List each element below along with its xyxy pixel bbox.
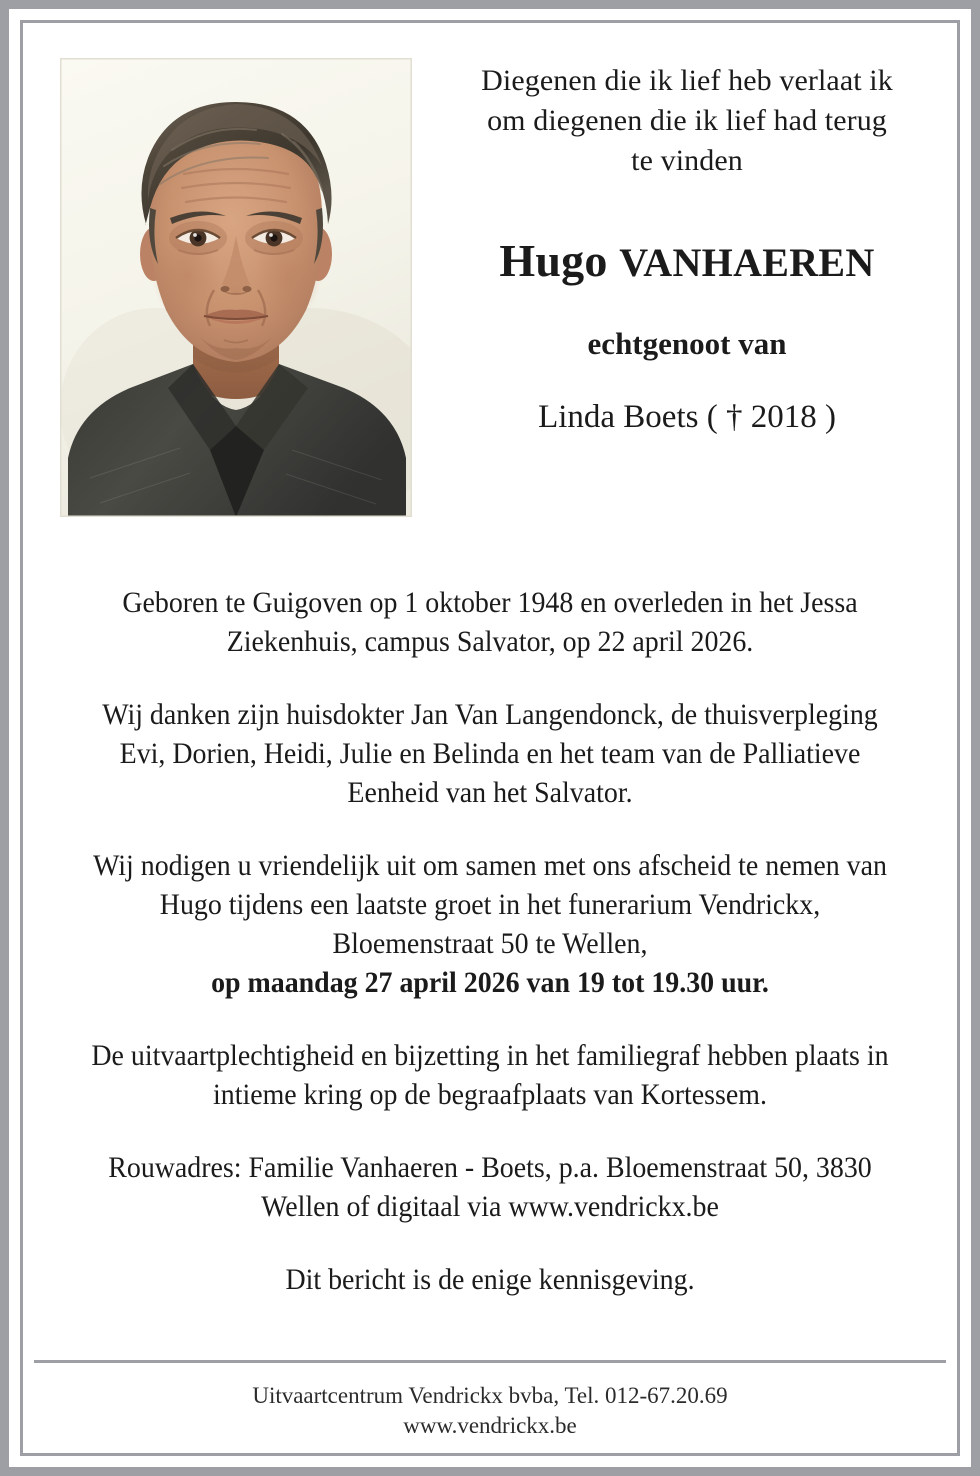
obituary-body bbox=[84, 583, 897, 1299]
relation-label: echtgenoot van bbox=[587, 325, 787, 361]
paragraph-ceremony: De uitvaartplechtigheid en bijzetting in het familiegraf hebben plaats in intieme kring op de begraafplaats van Kortessem. bbox=[91, 1039, 889, 1111]
portrait-photo bbox=[60, 58, 412, 517]
name-block bbox=[427, 235, 947, 437]
invitation-text: Wij nodigen u vriendelijk uit om samen met ons afscheid te nemen van Hugo tijdens een laatste groet in het funerarium Vendrickx, Bloemenstraat 50 te Wellen, bbox=[93, 849, 887, 960]
memorial-poem bbox=[427, 61, 947, 181]
poem-line-1: Diegenen die ik lief heb verlaat ik bbox=[481, 64, 893, 97]
surname: VANHAEREN bbox=[619, 240, 875, 285]
poem-line-3: te vinden bbox=[631, 143, 743, 177]
footer-divider bbox=[34, 1360, 946, 1363]
paragraph-thanks: Wij danken zijn huisdokter Jan Van Langendonck, de thuisverpleging Evi, Dorien, Heidi, Julie en Belinda en het team van de Palliatieve Eenheid van het Salvator. bbox=[102, 698, 878, 809]
deceased-name bbox=[427, 235, 947, 287]
memorial-card bbox=[23, 23, 957, 1453]
funeral-home-footer bbox=[53, 1381, 927, 1441]
spouse-name: Linda Boets ( † 2018 ) bbox=[538, 398, 836, 435]
paragraph-condolence-address: Rouwadres: Familie Vanhaeren - Boets, p.a. Bloemenstraat 50, 3830 Wellen of digitaal via www.vendrickx.be bbox=[108, 1151, 872, 1223]
funeral-home-contact: Uitvaartcentrum Vendrickx bvba, Tel. 012-67.20.69 bbox=[252, 1383, 728, 1408]
paragraph-notice: Dit bericht is de enige kennisgeving. bbox=[285, 1263, 695, 1296]
paragraph-invitation bbox=[84, 846, 897, 1002]
funeral-home-website: www.vendrickx.be bbox=[403, 1412, 577, 1438]
poem-line-2: om diegenen die ik lief had terug bbox=[487, 103, 887, 137]
paragraph-birth-death: Geboren te Guigoven op 1 oktober 1948 en overleden in het Jessa Ziekenhuis, campus Salvator, op 22 april 2026. bbox=[122, 586, 858, 658]
visitation-datetime: op maandag 27 april 2026 van 19 tot 19.30 uur. bbox=[211, 966, 769, 999]
first-name: Hugo bbox=[499, 235, 608, 286]
